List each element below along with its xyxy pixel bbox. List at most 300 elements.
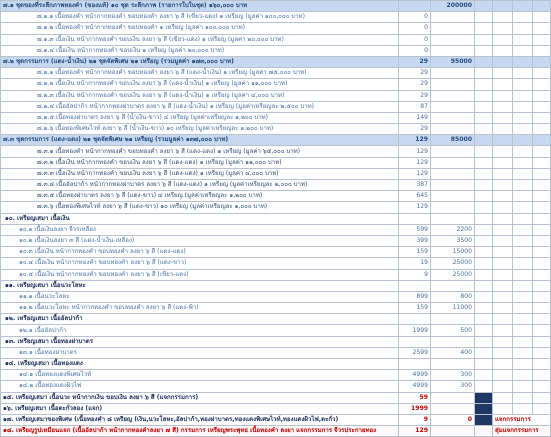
row-label-cell[interactable]: ๗.๒.๕ เนื้อทองฝาบาตร ลงยา ๖ สี (น้ำเงิน-ขาว) ๔ เหรียญ (มูลค่าเหรียญละ ๑,๒๐๐ บาท) xyxy=(1,112,399,123)
quantity-cell[interactable]: 29 xyxy=(399,68,431,79)
extra-cell[interactable] xyxy=(533,403,551,414)
row-label-cell[interactable]: ๗.๑.๓ เนื้อเงิน หน้ากากทองคำ ขอบเงิน ลงยา ๖ สี (เขียว-แดง) ๑ เหรียญ (มูลค่า ๒๐,๐๐๐ บาท) xyxy=(1,34,399,45)
quantity-cell[interactable]: 1999 xyxy=(399,403,431,414)
note-cell[interactable] xyxy=(493,303,513,314)
extra-cell[interactable] xyxy=(533,258,551,269)
table-row xyxy=(1,247,551,258)
extra-cell[interactable] xyxy=(533,336,551,347)
row-label-cell[interactable]: ๑๔.๑ เนื้อทองแดงพิเศษไวท์ xyxy=(1,370,399,381)
quantity-cell[interactable]: 19 xyxy=(399,258,431,269)
quantity-cell[interactable]: 129 xyxy=(399,168,431,179)
extra-cell[interactable] xyxy=(533,23,551,34)
table-row xyxy=(1,403,551,414)
row-label-cell[interactable]: ๗.๒.๒ เนื้อเงิน หน้ากากทองคำ ขอบเงิน ลงยา ๖ สี (แดง-น้ำเงิน) ๑ เหรียญ (มูลค่า ๑๑,๐๐๐ บาท) xyxy=(1,79,399,90)
extra-cell[interactable] xyxy=(513,146,533,157)
table-row xyxy=(1,280,551,291)
price-cell[interactable]: 11000 xyxy=(431,303,475,314)
extra-cell[interactable] xyxy=(513,258,533,269)
extra-cell[interactable] xyxy=(533,280,551,291)
note-cell[interactable] xyxy=(493,79,513,90)
extra-cell[interactable] xyxy=(533,269,551,280)
table-row xyxy=(1,325,551,336)
extra-cell[interactable] xyxy=(475,280,493,291)
extra-cell[interactable] xyxy=(533,12,551,23)
quantity-cell[interactable]: 0 xyxy=(399,34,431,45)
extra-cell[interactable] xyxy=(533,202,551,213)
extra-cell[interactable] xyxy=(513,303,533,314)
quantity-cell[interactable]: 2599 xyxy=(399,347,431,358)
quantity-cell[interactable] xyxy=(399,280,431,291)
note-cell[interactable] xyxy=(493,314,513,325)
note-cell[interactable] xyxy=(493,1,513,12)
note-cell[interactable] xyxy=(493,45,513,56)
extra-cell[interactable] xyxy=(475,168,493,179)
price-cell[interactable] xyxy=(431,213,475,224)
table-row xyxy=(1,336,551,347)
note-cell[interactable] xyxy=(493,403,513,414)
row-label-cell[interactable]: ๑๖. เหรียญเสมา เนื้อตะกั่วลอง (แจก) xyxy=(1,403,399,414)
table-row xyxy=(1,291,551,302)
price-cell[interactable] xyxy=(431,314,475,325)
extra-cell[interactable] xyxy=(513,381,533,392)
extra-cell[interactable] xyxy=(513,347,533,358)
table-row xyxy=(1,45,551,56)
extra-cell[interactable] xyxy=(513,359,533,370)
price-cell[interactable] xyxy=(431,202,475,213)
extra-cell[interactable] xyxy=(513,280,533,291)
quantity-cell[interactable] xyxy=(399,314,431,325)
row-label-cell[interactable]: ๑๔.๒ เนื้อทองแดงผิวไฟ xyxy=(1,381,399,392)
extra-cell[interactable] xyxy=(533,392,551,403)
table-body xyxy=(1,1,551,437)
table-row xyxy=(1,191,551,202)
extra-cell[interactable] xyxy=(533,370,551,381)
extra-cell[interactable] xyxy=(513,168,533,179)
note-cell[interactable] xyxy=(493,370,513,381)
quantity-cell[interactable]: 0 xyxy=(399,45,431,56)
row-label-cell[interactable]: ๗.๑ ชุดของที่ระลึกภาพทองคำ (ของแท้) ๑๐ ชุด ระลึกภาพ (รายการใบในชุด) ๑๖๐,๐๐๐ บาท xyxy=(1,1,399,12)
quantity-cell[interactable]: 129 xyxy=(399,426,431,437)
extra-cell[interactable] xyxy=(513,45,533,56)
extra-cell[interactable] xyxy=(475,347,493,358)
price-cell[interactable] xyxy=(431,112,475,123)
note-cell[interactable] xyxy=(493,146,513,157)
extra-cell[interactable] xyxy=(475,23,493,34)
extra-cell[interactable] xyxy=(475,426,493,437)
extra-cell[interactable] xyxy=(533,180,551,191)
quantity-cell[interactable]: 645 xyxy=(399,191,431,202)
extra-cell[interactable] xyxy=(513,135,533,146)
price-cell[interactable] xyxy=(431,180,475,191)
extra-cell[interactable] xyxy=(513,247,533,258)
row-label-cell[interactable]: ๑๑. เหรียญเสมา เนื้อนวะโลหะ xyxy=(1,280,399,291)
extra-cell[interactable] xyxy=(513,12,533,23)
note-cell[interactable]: สุ่มแจกกรรมการ xyxy=(493,426,551,437)
table-row xyxy=(1,213,551,224)
extra-cell[interactable] xyxy=(475,45,493,56)
row-label-cell[interactable]: ๑๔. เหรียญเสมา เนื้อทองแดง xyxy=(1,359,399,370)
quantity-cell[interactable]: 9 xyxy=(399,414,431,425)
price-cell[interactable]: 15000 xyxy=(431,247,475,258)
extra-cell[interactable] xyxy=(533,101,551,112)
note-cell[interactable] xyxy=(493,168,513,179)
extra-cell[interactable] xyxy=(513,224,533,235)
note-cell[interactable] xyxy=(493,34,513,45)
extra-cell[interactable] xyxy=(513,403,533,414)
note-cell[interactable] xyxy=(493,347,513,358)
extra-cell[interactable] xyxy=(513,392,533,403)
row-label-cell[interactable]: ๗.๓.๔ เนื้ออัลปาก้า หน้ากากทองฝาบาตร ลงยา ๖ สี (แดง-แดง) ๑ เหรียญ (มูลค่าเหรียญละ ๒,๐๐๐ บาท) xyxy=(1,180,399,191)
quantity-cell[interactable]: 129 xyxy=(399,157,431,168)
extra-cell[interactable] xyxy=(475,146,493,157)
table-row xyxy=(1,135,551,146)
row-label-cell[interactable]: ๗.๒ ชุดกรรมการ (แดง-น้ำเงิน) ๒๑ ชุดจัดพิเศษ ๒๑ เหรียญ (รวมมูลค่า ๑๗๓,๐๐๐ บาท) xyxy=(1,56,399,67)
row-label-cell[interactable]: ๗.๓.๖ เนื้อทองพิเศษไวท์ ลงยา ๖ สี (แดง-ขาว) ๑๐ เหรียญ (มูลค่าเหรียญละ ๑,๐๐๐ บาท) xyxy=(1,202,399,213)
row-label-cell[interactable]: ๑๓.๑ เนื้อทองฝาบาตร xyxy=(1,347,399,358)
table-row xyxy=(1,359,551,370)
price-cell[interactable] xyxy=(431,12,475,23)
table-row xyxy=(1,314,551,325)
extra-cell[interactable] xyxy=(513,180,533,191)
quantity-cell[interactable]: 9 xyxy=(399,269,431,280)
note-cell[interactable] xyxy=(493,112,513,123)
row-label-cell[interactable]: ๑๒.๑ เนื้ออัลปาก้า xyxy=(1,325,399,336)
extra-cell[interactable] xyxy=(475,1,493,12)
extra-cell[interactable] xyxy=(475,359,493,370)
extra-cell[interactable] xyxy=(475,247,493,258)
price-cell[interactable]: 400 xyxy=(431,347,475,358)
quantity-cell[interactable]: 159 xyxy=(399,247,431,258)
extra-cell[interactable] xyxy=(513,370,533,381)
row-label-cell[interactable]: ๑๐.๓ เนื้อเงิน หน้ากากทองคำ ขอบทองคำ ลงยา ๖ สี (แดง-แดง) xyxy=(1,247,399,258)
note-cell[interactable] xyxy=(493,23,513,34)
price-cell[interactable] xyxy=(431,90,475,101)
table-row xyxy=(1,12,551,23)
extra-cell[interactable] xyxy=(475,56,493,67)
extra-cell[interactable] xyxy=(533,90,551,101)
extra-cell[interactable] xyxy=(533,56,551,67)
price-cell[interactable] xyxy=(431,403,475,414)
price-cell[interactable]: 200000 xyxy=(431,1,475,12)
extra-cell[interactable] xyxy=(475,213,493,224)
price-cell[interactable]: 25000 xyxy=(431,258,475,269)
extra-cell[interactable] xyxy=(513,68,533,79)
row-label-cell[interactable]: ๑๐.๕ เนื้อเงิน หน้ากากทองคำ ขอบทองคำ ลงยา ๖ สี (เขียว-แดง) xyxy=(1,269,399,280)
extra-cell[interactable] xyxy=(513,112,533,123)
price-cell[interactable] xyxy=(431,124,475,135)
row-label-cell[interactable]: ๑๑.๑ เนื้อนวะโลหะ xyxy=(1,291,399,302)
extra-cell[interactable] xyxy=(513,291,533,302)
row-label-cell[interactable]: ๑๗. เหรียญเสมาของพิเศษ (เนื้อทองคำ ๘ เหรียญ (เงิน,นวะโลหะ,อัลปาก้า,ทองฝาบาตร,ทองแดงพิเศษไวท์,ทองแดงผิวไฟ,ตะกั่ว) xyxy=(1,414,399,425)
price-cell[interactable]: 2200 xyxy=(431,224,475,235)
extra-cell[interactable] xyxy=(513,235,533,246)
price-cell[interactable] xyxy=(431,23,475,34)
note-cell[interactable] xyxy=(493,258,513,269)
extra-cell[interactable] xyxy=(513,1,533,12)
table-row xyxy=(1,90,551,101)
note-cell[interactable] xyxy=(493,291,513,302)
extra-cell[interactable] xyxy=(475,392,493,403)
extra-cell[interactable] xyxy=(533,235,551,246)
row-label-cell[interactable]: ๑๕. เหรียญเสมา เนื้อนวะ หน้ากากเงิน ขอบเงิน ลงยา ๖ สี (แจกกรรมการ) xyxy=(1,392,399,403)
quantity-cell[interactable]: 129 xyxy=(399,202,431,213)
extra-cell[interactable] xyxy=(533,314,551,325)
table-row xyxy=(1,56,551,67)
table-row xyxy=(1,124,551,135)
quantity-cell[interactable]: 4999 xyxy=(399,370,431,381)
note-cell[interactable] xyxy=(493,135,513,146)
quantity-cell[interactable]: 159 xyxy=(399,303,431,314)
quantity-cell[interactable]: 29 xyxy=(399,56,431,67)
price-cell[interactable]: 800 xyxy=(431,291,475,302)
quantity-cell[interactable]: 4999 xyxy=(399,381,431,392)
table-row xyxy=(1,258,551,269)
extra-cell[interactable] xyxy=(475,291,493,302)
price-cell[interactable]: 0 xyxy=(431,414,475,425)
price-cell[interactable] xyxy=(431,336,475,347)
extra-cell[interactable] xyxy=(513,90,533,101)
quantity-cell[interactable]: 899 xyxy=(399,291,431,302)
extra-cell[interactable] xyxy=(475,12,493,23)
extra-cell[interactable] xyxy=(533,359,551,370)
extra-cell[interactable] xyxy=(475,314,493,325)
note-cell[interactable] xyxy=(493,180,513,191)
quantity-cell[interactable]: 0 xyxy=(399,12,431,23)
extra-cell[interactable] xyxy=(475,135,493,146)
extra-cell[interactable] xyxy=(475,269,493,280)
price-cell[interactable]: 300 xyxy=(431,381,475,392)
quantity-cell[interactable]: 129 xyxy=(399,135,431,146)
extra-cell[interactable] xyxy=(533,213,551,224)
price-cell[interactable] xyxy=(431,157,475,168)
table-row xyxy=(1,168,551,179)
note-cell[interactable] xyxy=(493,359,513,370)
row-label-cell[interactable]: ๗.๑.๒ เนื้อทองคำ หน้ากากทองคำ ขอบทองคำ ๑ เหรียญ (มูลค่า ๑๐๐,๐๐๐ บาท) xyxy=(1,23,399,34)
extra-cell[interactable] xyxy=(533,325,551,336)
extra-cell[interactable] xyxy=(475,101,493,112)
price-cell[interactable] xyxy=(431,392,475,403)
extra-cell[interactable] xyxy=(475,336,493,347)
extra-cell[interactable] xyxy=(513,191,533,202)
row-label-cell[interactable]: ๗.๒.๑ เนื้อทองคำ หน้ากากทองคำ ขอบทองคำ ลงยา ๖ สี (แดง-น้ำเงิน) ๑ เหรียญ (มูลค่า ๗๕,๐๐๐ บาท) xyxy=(1,68,399,79)
extra-cell[interactable] xyxy=(533,381,551,392)
extra-cell[interactable] xyxy=(533,247,551,258)
extra-cell[interactable] xyxy=(533,112,551,123)
extra-cell[interactable] xyxy=(533,79,551,90)
note-cell[interactable] xyxy=(493,224,513,235)
table-row xyxy=(1,269,551,280)
extra-cell[interactable] xyxy=(475,224,493,235)
row-label-cell[interactable]: ๗.๓.๒ เนื้อเงิน หน้ากากทองคำ ขอบเงิน ลงยา ๖ สี (แดง-แดง) ๑ เหรียญ (มูลค่า ๑๑,๐๐๐ บาท) xyxy=(1,157,399,168)
quantity-cell[interactable]: 129 xyxy=(399,146,431,157)
extra-cell[interactable] xyxy=(475,303,493,314)
extra-cell[interactable] xyxy=(513,202,533,213)
quantity-cell[interactable]: 29 xyxy=(399,79,431,90)
quantity-cell[interactable] xyxy=(399,213,431,224)
extra-cell[interactable] xyxy=(513,269,533,280)
extra-cell[interactable] xyxy=(533,34,551,45)
note-cell[interactable] xyxy=(493,280,513,291)
extra-cell[interactable] xyxy=(533,191,551,202)
quantity-cell[interactable] xyxy=(399,359,431,370)
extra-cell[interactable] xyxy=(475,403,493,414)
price-cell[interactable] xyxy=(431,79,475,90)
quantity-cell[interactable]: 29 xyxy=(399,90,431,101)
extra-cell[interactable] xyxy=(513,56,533,67)
extra-cell[interactable] xyxy=(475,325,493,336)
quantity-cell[interactable] xyxy=(399,1,431,12)
quantity-cell[interactable]: 399 xyxy=(399,235,431,246)
table-row xyxy=(1,68,551,79)
note-cell[interactable] xyxy=(493,213,513,224)
extra-cell[interactable] xyxy=(513,157,533,168)
row-label-cell[interactable]: ๗.๒.๔ เนื้ออัลปาก้า หน้ากากทองฝาบาตร ลงยา ๖ สี (แดง-น้ำเงิน) ๑ เหรียญ (มูลค่าเหรียญละ ๒,๕๐๐ บาท) xyxy=(1,101,399,112)
note-cell[interactable] xyxy=(493,392,513,403)
price-cell[interactable] xyxy=(431,68,475,79)
price-cell[interactable] xyxy=(431,34,475,45)
row-label-cell[interactable]: ๑๘. เหรียญรูปเหมือนแจก (เนื้ออัลปาก้า หน้ากากทองคำลงยา ๗ สี) กรรมการ เหรียญพระพุทธ เนื้อทองคำ ลงยา แจกกรรมการ จีวรประกายทอง xyxy=(1,426,399,437)
quantity-cell[interactable]: 29 xyxy=(399,124,431,135)
extra-cell[interactable] xyxy=(533,291,551,302)
note-cell[interactable]: แจกกรรมการ xyxy=(493,414,551,425)
extra-cell[interactable] xyxy=(475,414,493,425)
row-label-cell[interactable]: ๑๐.๑ เนื้อเงินลงยา จีวรเหลือง xyxy=(1,224,399,235)
row-label-cell[interactable]: ๑๐.๒ เนื้อเงินลงยา ๓ สี (แดง-น้ำเงิน-เหลือง) xyxy=(1,235,399,246)
price-cell[interactable] xyxy=(431,191,475,202)
row-label-cell[interactable]: ๑๐.๔ เนื้อเงิน หน้ากากทองคำ ขอบทองคำ ลงยา ๖ สี (แดง-ขาว) xyxy=(1,258,399,269)
row-label-cell[interactable]: ๗.๒.๓ เนื้อเงิน หน้ากากทองคำ ขอบเงิน ลงยา ๖ สี (แดง-น้ำเงิน) ๑ เหรียญ (มูลค่า ๔,๐๐๐ บาท) xyxy=(1,90,399,101)
row-label-cell[interactable]: ๗.๑.๔ เนื้อเงิน หน้ากากทองคำ ขอบเงิน ๑ เหรียญ (มูลค่า ๒๐,๐๐๐ บาท) xyxy=(1,45,399,56)
extra-cell[interactable] xyxy=(513,79,533,90)
extra-cell[interactable] xyxy=(475,370,493,381)
table-row xyxy=(1,79,551,90)
row-label-cell[interactable]: ๑๓. เหรียญเสมา เนื้อทองฝาบาตร xyxy=(1,336,399,347)
row-label-cell[interactable]: ๗.๓.๑ เนื้อทองคำ หน้ากากทองคำ ขอบทองคำ ลงยา ๖ สี (แดง-แดง) ๑ เหรียญ (มูลค่า ๖๕,๐๐๐ บาท) xyxy=(1,146,399,157)
note-cell[interactable] xyxy=(493,101,513,112)
note-cell[interactable] xyxy=(493,124,513,135)
extra-cell[interactable] xyxy=(533,1,551,12)
note-cell[interactable] xyxy=(493,191,513,202)
extra-cell[interactable] xyxy=(533,224,551,235)
extra-cell[interactable] xyxy=(513,124,533,135)
extra-cell[interactable] xyxy=(533,303,551,314)
extra-cell[interactable] xyxy=(533,347,551,358)
extra-cell[interactable] xyxy=(475,34,493,45)
table-row xyxy=(1,157,551,168)
extra-cell[interactable] xyxy=(533,124,551,135)
extra-cell[interactable] xyxy=(475,112,493,123)
extra-cell[interactable] xyxy=(475,235,493,246)
extra-cell[interactable] xyxy=(475,157,493,168)
quantity-cell[interactable]: 1999 xyxy=(399,325,431,336)
note-cell[interactable] xyxy=(493,336,513,347)
note-cell[interactable] xyxy=(493,12,513,23)
note-cell[interactable] xyxy=(493,235,513,246)
quantity-cell[interactable] xyxy=(399,336,431,347)
extra-cell[interactable] xyxy=(475,202,493,213)
note-cell[interactable] xyxy=(493,247,513,258)
price-cell[interactable] xyxy=(431,168,475,179)
quantity-cell[interactable]: 599 xyxy=(399,224,431,235)
price-cell[interactable]: 300 xyxy=(431,370,475,381)
extra-cell[interactable] xyxy=(533,157,551,168)
table-row xyxy=(1,414,551,425)
note-cell[interactable] xyxy=(493,381,513,392)
price-cell[interactable] xyxy=(431,280,475,291)
note-cell[interactable] xyxy=(493,157,513,168)
table-row xyxy=(1,23,551,34)
row-label-cell[interactable]: ๗.๓ ชุดกรรมการ (แดง-แดง) ๒๑ ชุดจัดพิเศษ ๒๑ เหรียญ (รวมมูลค่า ๑๓๗,๐๐๐ บาท) xyxy=(1,135,399,146)
price-cell[interactable] xyxy=(431,359,475,370)
extra-cell[interactable] xyxy=(513,23,533,34)
extra-cell[interactable] xyxy=(475,90,493,101)
row-label-cell[interactable]: ๗.๒.๖ เนื้อทองพิเศษไวท์ ลงยา ๖ สี (น้ำเงิน-ขาว) ๑๐ เหรียญ (มูลค่าเหรียญละ ๑,๒๐๐ บาท) xyxy=(1,124,399,135)
note-cell[interactable] xyxy=(493,90,513,101)
price-cell[interactable]: 3500 xyxy=(431,235,475,246)
quantity-cell[interactable]: 0 xyxy=(399,23,431,34)
note-cell[interactable] xyxy=(493,202,513,213)
quantity-cell[interactable]: 149 xyxy=(399,112,431,123)
row-label-cell[interactable]: ๗.๓.๕ เนื้อทองฝาบาตร ลงยา ๖ สี (แดง-ขาว) ๔ เหรียญ (มูลค่าเหรียญละ ๑,๒๐๐ บาท) xyxy=(1,191,399,202)
extra-cell[interactable] xyxy=(533,135,551,146)
table-row xyxy=(1,202,551,213)
row-label-cell[interactable]: ๑๐. เหรียญเสมา เนื้อเงิน xyxy=(1,213,399,224)
note-cell[interactable] xyxy=(493,68,513,79)
row-label-cell[interactable]: ๑๑.๒ เนื้อนวะโลหะ หน้ากากทองคำ ขอบทองคำ ลงยา ๖ สี (แดง-ฟ้า) xyxy=(1,303,399,314)
extra-cell[interactable] xyxy=(513,213,533,224)
extra-cell[interactable] xyxy=(475,258,493,269)
note-cell[interactable] xyxy=(493,325,513,336)
extra-cell[interactable] xyxy=(475,191,493,202)
extra-cell[interactable] xyxy=(475,124,493,135)
quantity-cell[interactable]: 59 xyxy=(399,392,431,403)
table-row xyxy=(1,303,551,314)
extra-cell[interactable] xyxy=(475,381,493,392)
extra-cell[interactable] xyxy=(475,79,493,90)
extra-cell[interactable] xyxy=(513,325,533,336)
note-cell[interactable] xyxy=(493,269,513,280)
price-cell[interactable]: 500 xyxy=(431,325,475,336)
extra-cell[interactable] xyxy=(513,34,533,45)
extra-cell[interactable] xyxy=(475,68,493,79)
table-row xyxy=(1,101,551,112)
note-cell[interactable] xyxy=(493,56,513,67)
row-label-cell[interactable]: ๗.๑.๑ เนื้อทองคำ หน้ากากทองคำ ขอบทองคำ ลงยา ๖ สี (เขียว-แดง) ๑ เหรียญ (มูลค่า ๑๐๐,๐๐๐ บาท) xyxy=(1,12,399,23)
extra-cell[interactable] xyxy=(513,314,533,325)
quantity-cell[interactable]: 87 xyxy=(399,101,431,112)
row-label-cell[interactable]: ๗.๓.๓ เนื้อเงิน หน้ากากทองคำ ขอบเงิน ลงยา ๖ สี (แดง-แดง) ๑ เหรียญ (มูลค่า ๔,๐๐๐ บาท) xyxy=(1,168,399,179)
extra-cell[interactable] xyxy=(533,146,551,157)
table-row xyxy=(1,370,551,381)
table-row xyxy=(1,347,551,358)
price-cell[interactable]: 95000 xyxy=(431,56,475,67)
table-row xyxy=(1,180,551,191)
quantity-cell[interactable]: 387 xyxy=(399,180,431,191)
price-cell[interactable] xyxy=(431,426,475,437)
price-cell[interactable] xyxy=(431,45,475,56)
extra-cell[interactable] xyxy=(475,180,493,191)
price-cell[interactable]: 25000 xyxy=(431,269,475,280)
extra-cell[interactable] xyxy=(533,45,551,56)
price-cell[interactable] xyxy=(431,146,475,157)
extra-cell[interactable] xyxy=(513,101,533,112)
extra-cell[interactable] xyxy=(533,168,551,179)
price-cell[interactable]: 85000 xyxy=(431,135,475,146)
extra-cell[interactable] xyxy=(533,68,551,79)
price-cell[interactable] xyxy=(431,101,475,112)
extra-cell[interactable] xyxy=(513,336,533,347)
row-label-cell[interactable]: ๑๒. เหรียญเสมา เนื้ออัลปาก้า xyxy=(1,314,399,325)
